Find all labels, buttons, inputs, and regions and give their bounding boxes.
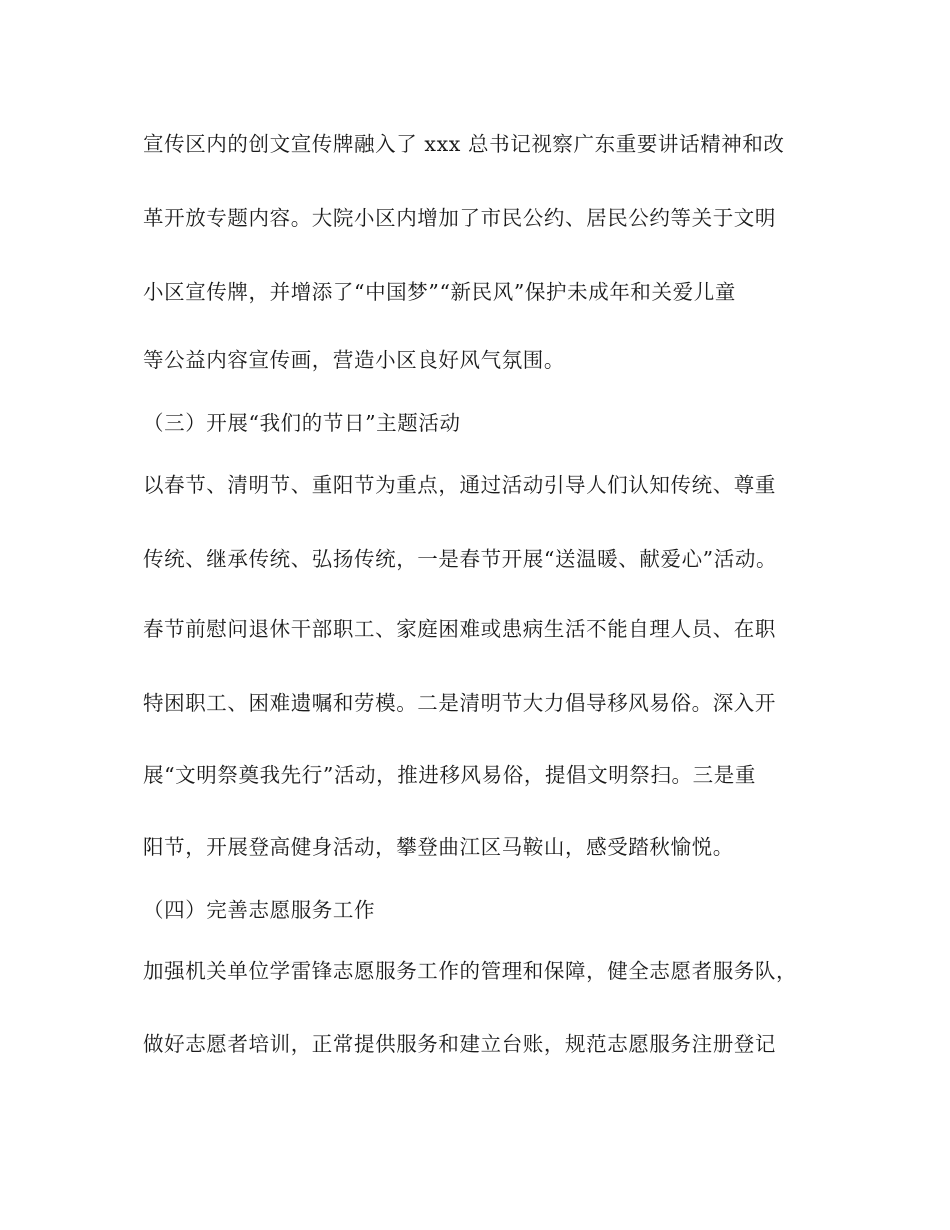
section-heading: （四）完善志愿服务工作 bbox=[143, 898, 376, 922]
paragraph-line: 展“文明祭奠我先行”活动，推进移风易俗，提倡文明祭扫。三是重 bbox=[143, 763, 756, 787]
paragraph-line: 特困职工、困难遗嘱和劳模。二是清明节大力倡导移风易俗。深入开 bbox=[143, 691, 776, 715]
paragraph-line: 加强机关单位学雷锋志愿服务工作的管理和保障，健全志愿者服务队， bbox=[143, 959, 798, 983]
paragraph-line: 小区宣传牌，并增添了“中国梦”“新民风”保护未成年和关爱儿童 bbox=[143, 280, 736, 304]
paragraph-line: 以春节、清明节、重阳节为重点，通过活动引导人们认知传统、尊重 bbox=[143, 473, 776, 497]
paragraph-line: 阳节，开展登高健身活动，攀登曲江区马鞍山，感受踏秋愉悦。 bbox=[143, 835, 734, 859]
paragraph-line: 等公益内容宣传画，营造小区良好风气氛围。 bbox=[143, 348, 565, 372]
paragraph-line: 春节前慰问退休干部职工、家庭困难或患病生活不能自理人员、在职 bbox=[143, 617, 776, 641]
paragraph-line: 传统、继承传统、弘扬传统，一是春节开展“送温暖、献爱心”活动。 bbox=[143, 547, 778, 571]
paragraph-line: 革开放专题内容。大院小区内增加了市民公约、居民公约等关于文明 bbox=[143, 206, 776, 230]
paragraph-line: 做好志愿者培训，正常提供服务和建立台账，规范志愿服务注册登记 bbox=[143, 1032, 776, 1056]
section-heading: （三）开展“我们的节日”主题活动 bbox=[143, 411, 461, 435]
paragraph-line: 宣传区内的创文宣传牌融入了 xxx 总书记视察广东重要讲话精神和改 bbox=[143, 132, 785, 156]
